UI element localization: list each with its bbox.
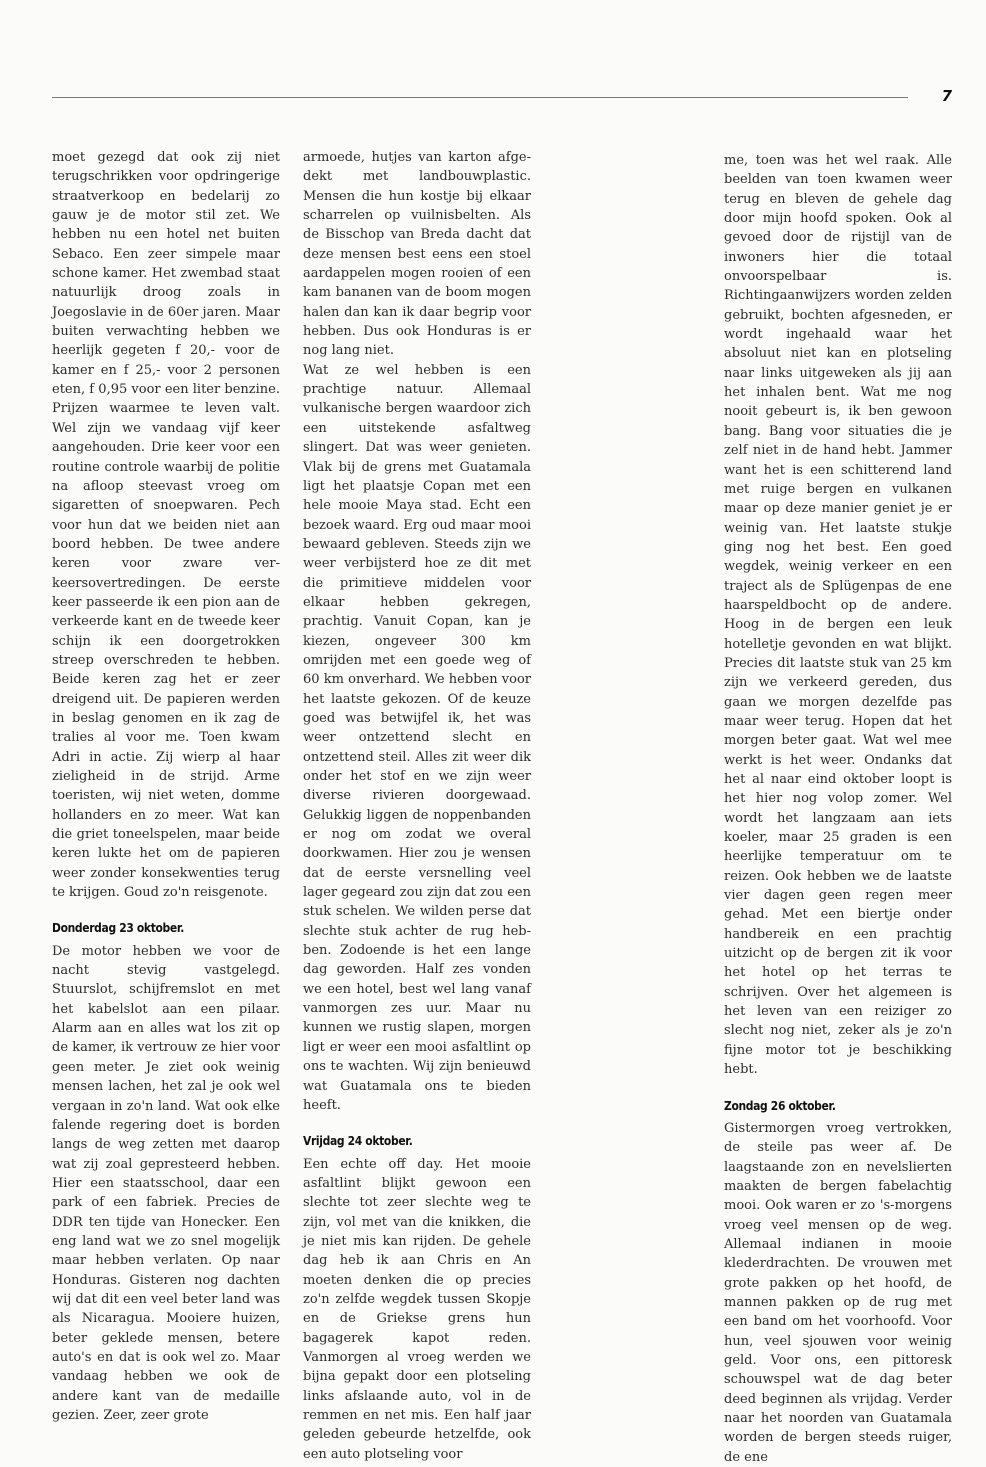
text-column-2 [303, 148, 531, 1464]
paragraph: me, toen was het wel raak. Alle beelden van toen kwamen weer terug en bleven de gehele dag door mijn hoofd spoken. Ook al gevoed door de rijstijl van de inwoners hier die totaal onvoorspelbaar is. Richtingaanwijzers worden zelden gebruikt, bochten afgesneden, er wordt ingehaald waar het absoluut niet kan en plotseling naar links uitgeweken als jij aan het inhalen bent. Wat me nog nooit gebeurt is, ik ben gewoon bang. Bang voor situaties die je zelf niet in de hand hebt. Jammer want het is een schitterend land met ruige bergen en vulkanen maar op deze manier geniet je er weinig van. Het laatste stukje ging nog het best. Een goed wegdek, weinig verkeer en een traject als de Splügenpas de ene haarspeldbocht op de andere. Hoog in de bergen een leuk hotelletje gevonden en wat blijkt. Precies dit laatste stuk van 25 km zijn we verkeerd gereden, dus gaan we morgen dezelfde pas maar weer terug. Hopen dat het morgen beter gaat. Wat wel mee werkt is het weer. Ondanks dat het al naar eind oktober loopt is het hier nog volop zomer. Wel wordt het langzaam aan iets koeler, maar 25 graden is een heerlijke temperatuur om te reizen. Ook hebben we de laatste vier dagen geen regen meer gehad. Met een biertje onder handbereik en een prachtig uitzicht op de bergen zit ik voor het hotel op het terras te schrijven. Over het algemeen is het leven van een reiziger zo slecht nog niet, zeker als je zo'n fijne motor tot je beschikking hebt. [724, 153, 952, 1078]
header-rule [52, 97, 908, 98]
date-heading: Donderdag 23 oktober. [52, 920, 185, 936]
date-heading: Vrijdag 24 oktober. [303, 1133, 413, 1149]
text-column-1 [52, 148, 280, 1425]
paragraph: Een echte off day. Het mooie asfaltlint blijkt gewoon een slechte tot zeer slechte weg te zijn, vol met van die knikken, die je niet mis kan rijden. De gehele dag heb ik aan Chris en An moeten denken die op precies zo'n zelfde wegdek tussen Skopje en de Griekse grens hun bagagerek kapot reden. Vanmorgen al vroeg werden we bijna gepakt door een plotseling links afslaande auto, vol in de remmen en net mis. Een half jaar geleden gebeurde hetzelfde, ook een auto plotseling voor [303, 1156, 531, 1462]
paragraph: moet gezegd dat ook zij niet terugschrikken voor opdringerige straatverkoop en bedelarij zo gauw je de motor stil zet. We hebben nu een hotel net buiten Sebaco. Een zeer simpele maar schone kamer. Het zwembad staat natuurlijk droog zoals in Joegoslavie in de 60er jaren. Maar buiten verwachting hebben we heerlijk gegeten f 20,- voor de kamer en f 25,- voor 2 personen eten, f 0,95 voor een liter benzine. Prijzen waarmee te leven valt. Wel zijn we vandaag vijf keer aangehouden. Drie keer voor een routine controle waarbij de politie na afloop steevast vroeg om sigaretten of snoepwaren. Pech voor hun dat we beiden niet aan boord hebben. De twee andere keren voor zware verkeersovertredingen. De eerste keer passeerde ik een pion aan de verkeerde kant en de tweede keer schijn ik een doorgetrokken streep overschreden te hebben. Beide keren zag het er zeer dreigend uit. De papieren werden in beslag genomen en ik zag de tralies al voor me. Toen kwam Adri in actie. Zij wierp al haar zieligheid in de strijd. Arme toeristen, wij niet weten, domme hollanders en zo meer. Wat kan die griet toneelspelen, maar beide keren lukte het om de papieren weer zonder konsekwenties terug te krijgen. Goud zo'n reisgenote. [52, 150, 280, 901]
date-heading: Zondag 26 oktober. [724, 1097, 836, 1113]
paragraph: armoede, hutjes van karton afgedekt met landbouwplastic. Mensen die hun kostje bij elkaar scharrelen op vuilnisbelten. Als de Bisschop van Breda dacht dat deze mensen best eens een stoel aardappelen mogen rooien of een kam bananen van de boom mogen halen dan kan ik daar begrip voor hebben. Dus ook Honduras is er nog lang niet. [303, 150, 531, 359]
paragraph: De motor hebben we voor de nacht stevig vastgelegd. Stuurslot, schijfremslot en met het kabelslot aan een pilaar. Alarm aan en alles wat los zit op de kamer, ik vertrouw ze hier voor geen meter. Je ziet ook weinig mensen lachen, het zal je ook wel vergaan in zo'n land. Wat ook elke falende regering doet is borden langs de weg zetten met daarop wat zij zoal gepresteerd hebben. Hier een staatsschool, daar een park of een fabriek. Precies de DDR ten tijde van Honecker. Een eng land wat we zo snel mogelijk maar hebben verlaten. Op naar Honduras. Gisteren nog dachten wij dat dit een veel beter land was als Nicaragua. Mooiere huizen, beter geklede mensen, betere auto's en dat is ook wel zo. Maar vandaag hebben we ook de andere kant van de medaille gezien. Zeer, zeer grote [52, 943, 280, 1423]
page-number: 7 [941, 87, 952, 105]
text-column-3 [724, 151, 952, 1467]
paragraph: Gistermorgen vroeg vertrokken, de steile pas weer af. De laagstaande zon en nevelslierten maakten de bergen fabelachtig mooi. Ook waren er zo 's-morgens vroeg veel mensen op de weg. Allemaal indianen in mooie klederdrachten. De vrouwen met grote pakken op het hoofd, de mannen pakken op de rug met een band om het voorhoofd. Voor hun, veel sjouwen voor weinig geld. Voor ons, een pittoresk schouwspel wat de dag beter deed beginnen als vrijdag. Verder naar het noorden van Guatamala worden de bergen steeds ruiger, de ene [724, 1120, 952, 1465]
paragraph: Wat ze wel hebben is een prachtige natuur. Allemaal vulkanische bergen waardoor zich een uitstekende asfaltweg slingert. Dat was weer genieten. Vlak bij de grens met Guatamala ligt het plaatsje Copan met een hele mooie Maya stad. Echt een bezoek waard. Erg oud maar mooi bewaard gebleven. Steeds zijn we weer verbijsterd hoe ze dit met die primitieve middelen voor elkaar hebben gekregen, prachtig. Vanuit Copan, kan je kiezen, ongeveer 300 km omrijden met een goede weg of 60 km onverhard. We hebben voor het laatste gekozen. Of de keuze goed was betwijfel ik, het was weer ontzettend slecht en ontzettend steil. Alles zit weer dik onder het stof en we zijn weer diverse rivieren doorgewaad. Gelukkig liggen de noppenbanden er nog om zodat we overal doorkwamen. Hier zou je wensen dat de eerste versnelling veel lager gegeard zou zijn dat zou een stuk schelen. We wilden perse dat slechte stuk achter de rug hebben. Zodoende is het een lange dag geworden. Half zes vonden we een hotel, best wel lang vanaf vanmorgen zes uur. Maar nu kunnen we rustig slapen, morgen ligt er weer een mooi asfaltlint op ons te wachten. Wij zijn benieuwd wat Guatamala ons te bieden heeft. [303, 362, 531, 1113]
